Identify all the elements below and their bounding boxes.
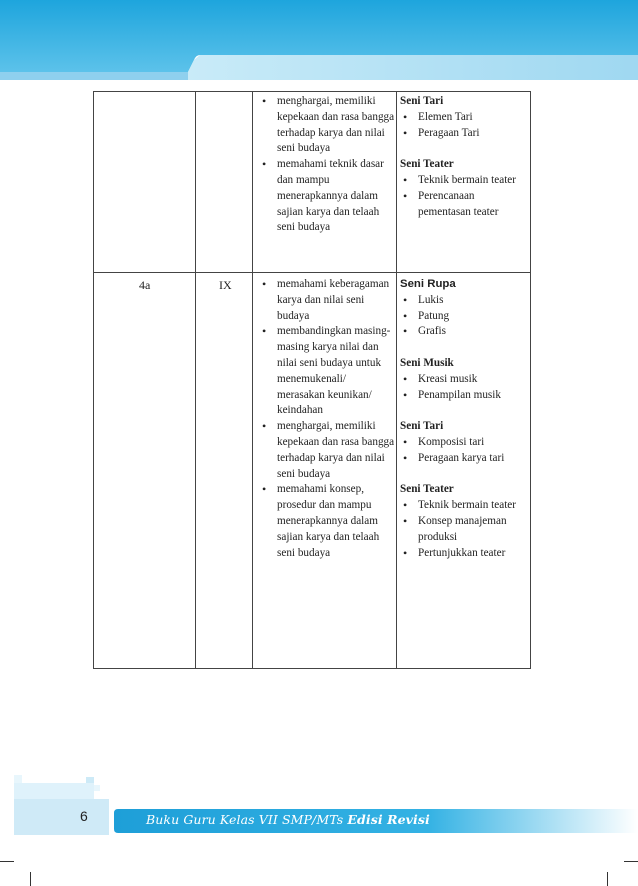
page-number: 6 — [80, 808, 88, 824]
list-item: • Teknik bermain teater — [400, 173, 528, 189]
list-item: • Lukis — [400, 293, 528, 309]
section-heading: Seni Teater — [400, 158, 454, 171]
list-item: • membandingkan masing-masing karya nilai dan nilai seni budaya untuk menemukenali/ merasakan keunikan/ keindahan — [259, 324, 395, 419]
crop-mark — [0, 861, 14, 862]
edition-label: Edisi Revisi — [347, 812, 430, 827]
list-item: • memahami keberagaman karya dan nilai seni budaya — [259, 277, 395, 324]
section-heading: Seni Musik — [400, 356, 454, 369]
list-item: • Peragaan karya tari — [400, 451, 528, 467]
list-item: • Kreasi musik — [400, 372, 528, 388]
section-heading: Seni Tari — [400, 420, 444, 433]
section-heading: Seni Tari — [400, 95, 444, 107]
list-item: • Peragaan Tari — [400, 126, 528, 142]
row2-code: 4a — [139, 278, 151, 292]
list-item: • Penampilan musik — [400, 388, 528, 404]
list-item: • Pertunjukkan teater — [400, 546, 528, 562]
list-item: • menghargai, memiliki kepekaan dan rasa bangga terhadap karya dan nilai seni budaya — [259, 94, 395, 157]
footer-title — [146, 812, 430, 827]
header-band — [0, 0, 638, 86]
list-item: • Grafis — [400, 324, 528, 340]
list-item: • Elemen Tari — [400, 110, 528, 126]
section-heading: Seni Teater — [400, 483, 454, 496]
row1-materials — [400, 94, 528, 220]
book-title: Buku Guru Kelas VII SMP/MTs — [146, 812, 344, 827]
section-heading: Seni Rupa — [400, 278, 456, 290]
list-item: • memahami konsep, prosedur dan mampu menerapkannya dalam sajian karya dan telaah seni budaya — [259, 482, 395, 561]
list-item: • Patung — [400, 309, 528, 325]
list-item: • menghargai, memiliki kepekaan dan rasa bangga terhadap karya dan nilai seni budaya — [259, 419, 395, 482]
crop-mark — [624, 861, 638, 862]
list-item: • memahami teknik dasar dan mampu menerapkannya dalam sajian karya dan telaah seni budaya — [259, 157, 395, 236]
row2-competencies — [259, 277, 395, 561]
crop-mark — [607, 872, 608, 886]
list-item: • Teknik bermain teater — [400, 498, 528, 514]
list-item: • Komposisi tari — [400, 435, 528, 451]
list-item: • Konsep manajeman produksi — [400, 514, 528, 546]
row1-competencies — [259, 94, 395, 236]
row2-grade: IX — [219, 278, 232, 292]
row2-materials — [400, 277, 528, 561]
list-item: • Perencanaan pementasan teater — [400, 189, 528, 221]
crop-mark — [30, 872, 31, 886]
curriculum-table — [93, 91, 531, 669]
